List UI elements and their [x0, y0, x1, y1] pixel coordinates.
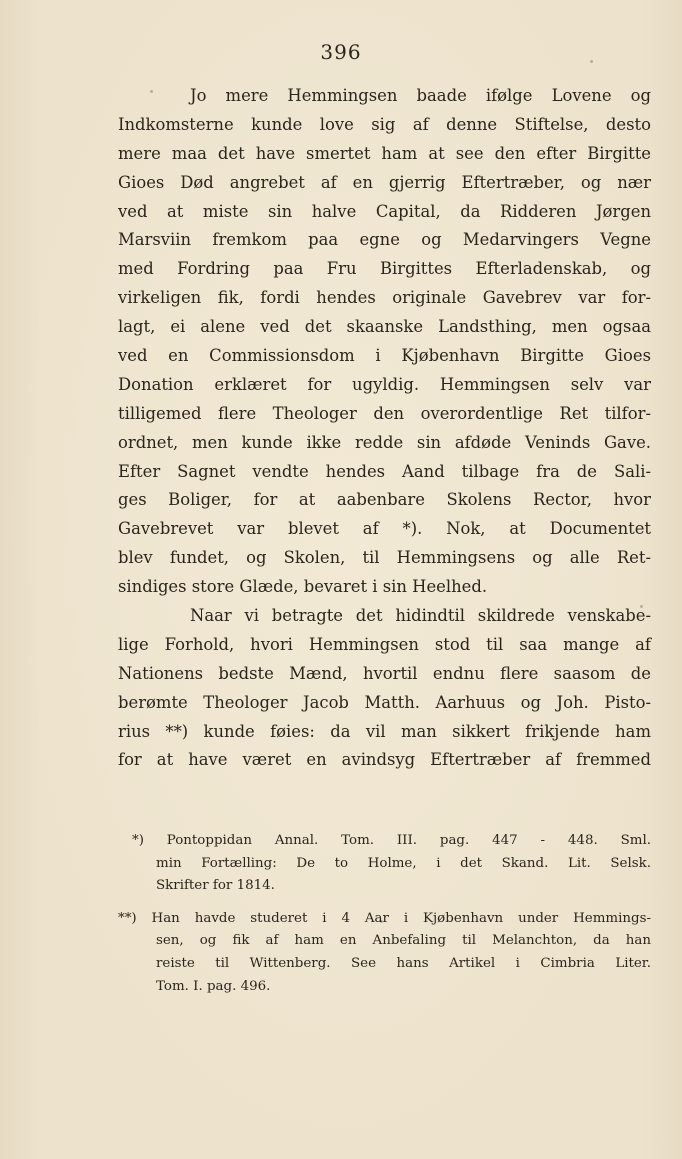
text-line: blev fundet, og Skolen, til Hemmingsens og alle Ret-: [118, 548, 651, 568]
text-line: Gioes Død angrebet af en gjerrig Eftertræber, og nær: [118, 172, 651, 192]
footnote-line: Skrifter for 1814.: [156, 878, 275, 894]
footnote-line: **) Han havde studeret i 4 Aar i Kjøbenhavn under Hemmings-: [118, 910, 651, 926]
text-line: rius **) kunde føies: da vil man sikkert frikjende ham: [118, 721, 651, 741]
text-line: Nationens bedste Mænd, hvortil endnu flere saasom de: [118, 663, 651, 683]
text-line: virkeligen fik, fordi hendes originale Gavebrev var for-: [118, 288, 651, 308]
body-text: [118, 82, 651, 775]
footnote: [118, 908, 651, 998]
text-line: berømte Theologer Jacob Matth. Aarhuus og Joh. Pisto-: [118, 692, 651, 712]
text-line: ved en Commissionsdom i Kjøbenhavn Birgitte Gioes: [118, 346, 651, 366]
text-line: Naar vi betragte det hidindtil skildrede venskabe-: [190, 606, 651, 626]
text-line: ved at miste sin halve Capital, da Ridderen Jørgen: [118, 201, 651, 221]
footnote-line: *) Pontoppidan Annal. Tom. III. pag. 447 - 448. Sml.: [132, 833, 651, 848]
text-line: sindiges store Glæde, bevaret i sin Heelhed.: [118, 577, 488, 597]
footnote-line: min Fortælling: De to Holme, i det Skand. Lit. Selsk.: [156, 855, 651, 871]
text-line: ges Boliger, for at aabenbare Skolens Rector, hvor: [118, 490, 651, 510]
footnotes: [118, 830, 651, 998]
text-line: Jo mere Hemmingsen baade ifølge Lovene og: [190, 86, 651, 105]
footnote-line: reiste til Wittenberg. See hans Artikel i Cimbria Liter.: [156, 955, 651, 971]
text-line: med Fordring paa Fru Birgittes Efterladenskab, og: [118, 259, 651, 279]
footnote-line: Tom. I. pag. 496.: [156, 978, 271, 994]
text-line: Indkomsterne kunde love sig af denne Stiftelse, desto: [118, 114, 651, 134]
page-number: 396: [320, 40, 362, 64]
text-line: ordnet, men kunde ikke redde sin afdøde Veninds Gave.: [118, 432, 651, 452]
footnote: [118, 830, 651, 898]
text-line: lige Forhold, hvori Hemmingsen stod til saa mange af: [118, 634, 651, 654]
text-line: Gavebrevet var blevet af *). Nok, at Documentet: [118, 519, 651, 539]
text-line: Donation erklæret for ugyldig. Hemmingsen selv var: [118, 374, 651, 394]
text-line: for at have været en avindsyg Eftertræber af fremmed: [118, 750, 651, 770]
footnote-line: sen, og fik af ham en Anbefaling til Melanchton, da han: [156, 933, 651, 949]
text-line: Efter Sagnet vendte hendes Aand tilbage fra de Sali-: [118, 461, 651, 481]
text-line: Marsviin fremkom paa egne og Medarvingers Vegne: [118, 230, 651, 250]
text-line: mere maa det have smertet ham at see den efter Birgitte: [118, 143, 651, 163]
text-line: tilligemed flere Theologer den overordentlige Ret tilfor-: [118, 403, 651, 423]
text-line: lagt, ei alene ved det skaanske Landsthing, men ogsaa: [118, 317, 651, 337]
